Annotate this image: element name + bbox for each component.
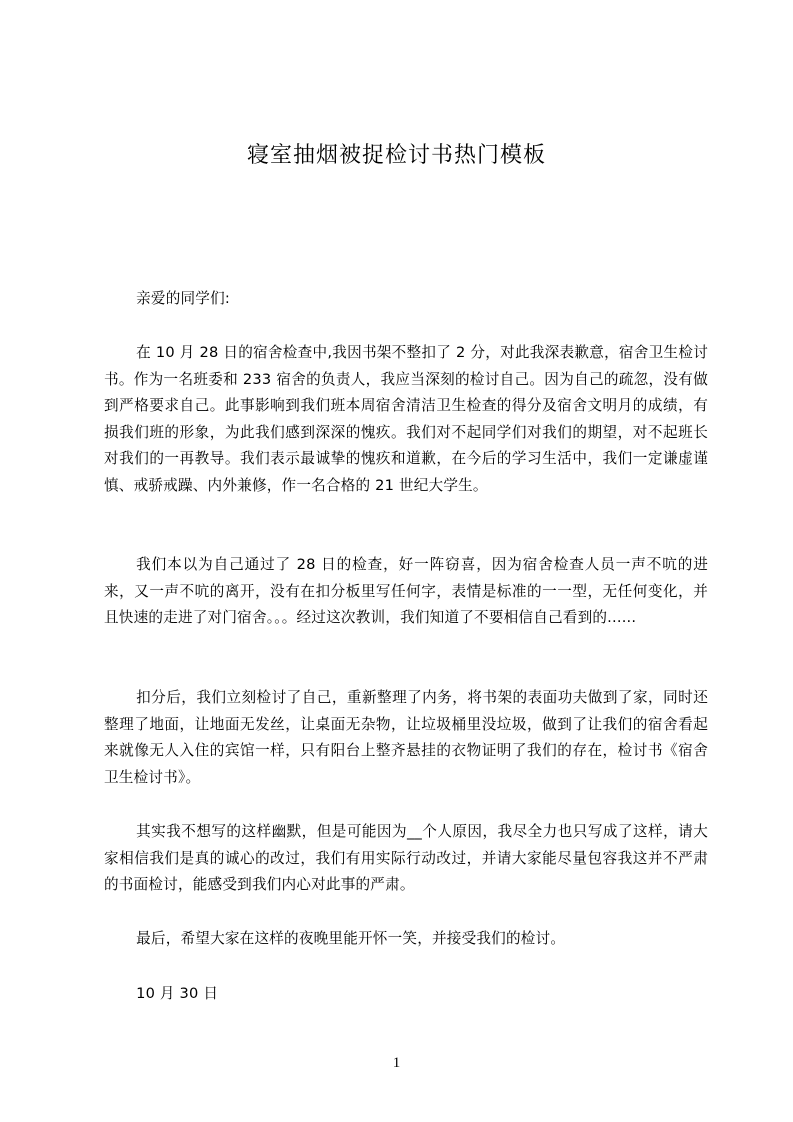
paragraph-2: 我们本以为自己通过了 28 日的检查，好一阵窃喜，因为宿舍检查人员一声不吭的进来，又一声不吭的离开，没有在扣分板里写任何字，表情是标准的一一型，无任何变化，并且快速的走进了对门宿舍。。。经过这次教训，我们知道了不要相信自己看到的...... [104, 556, 708, 626]
document-title: 寝室抽烟被捉检讨书热门模板 [246, 143, 546, 168]
paragraph-3: 扣分后，我们立刻检讨了自己，重新整理了内务，将书架的表面功夫做到了家，同时还整理了地面，让地面无发丝，让桌面无杂物，让垃圾桶里没垃圾，做到了让我们的宿舍看起来就像无人入住的宾馆一样，只有阳台上整齐悬挂的衣物证明了我们的存在，检讨书《宿舍卫生检讨书》。 [104, 689, 708, 786]
paragraph-4: 其实我不想写的这样幽默，但是可能因为__个人原因，我尽全力也只写成了这样，请大家相信我们是真的诚心的改过，我们有用实际行动改过，并请大家能尽量包容我这并不严肃的书面检讨，能感受到我们内心对此事的严肃。 [104, 823, 708, 893]
paragraph-1: 在 10 月 28 日的宿舍检查中,我因书架不整扣了 2 分，对此我深表歉意，宿舍卫生检讨书。作为一名班委和 233 宿舍的负责人，我应当深刻的检讨自己。因为自己的疏忽，没有做到严格要求自己。此事影响到我们班本周宿舍清洁卫生检查的得分及宿舍文明月的成绩，有损我们班的形象，为此我们感到深深的愧疚。我们对不起同学们对我们的期望，对不起班长对我们的一再教导。我们表示最诚挚的愧疚和道歉，在今后的学习生活中，我们一定谦虚谨慎、戒骄戒躁、内外兼修，作一名合格的 21 世纪大学生。 [104, 344, 708, 494]
page-number: 1 [392, 1055, 401, 1071]
paragraph-5: 最后，希望大家在这样的夜晚里能开怀一笑，并接受我们的检讨。 [136, 930, 566, 947]
signature-date: 10 月 30 日 [136, 985, 219, 1002]
salutation: 亲爱的同学们: [136, 290, 230, 307]
